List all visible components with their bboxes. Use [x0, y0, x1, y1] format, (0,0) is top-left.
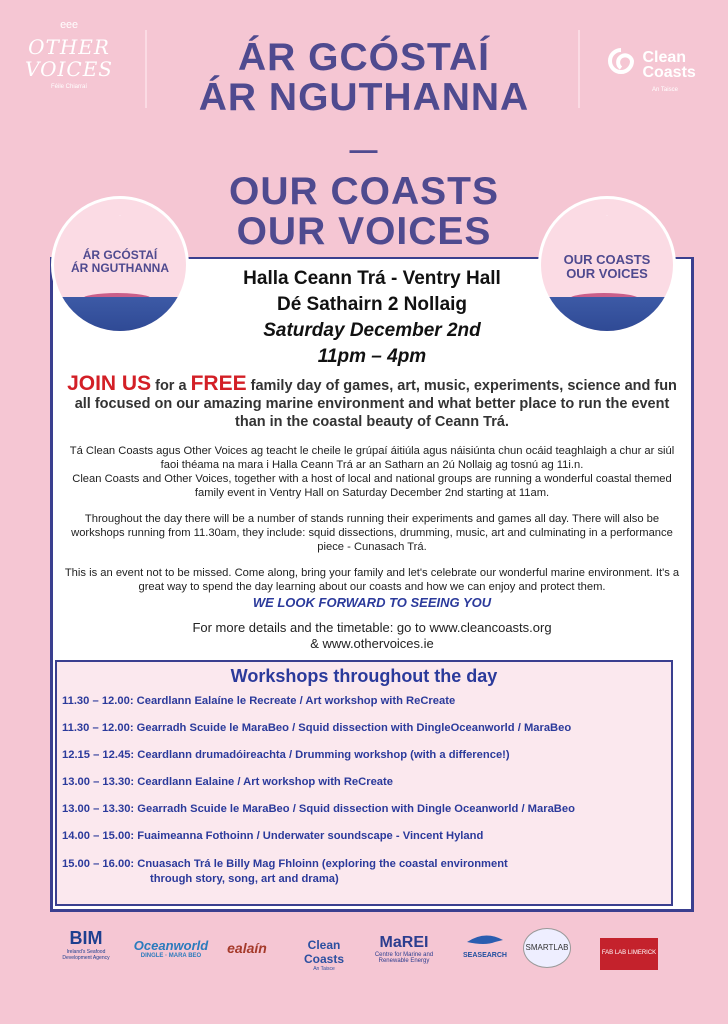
event-date-english: Saturday December 2nd: [263, 320, 481, 341]
smartlab-globe-icon: [523, 928, 571, 968]
seasearch-name: SEASEARCH: [463, 952, 507, 959]
ealain-logo: [218, 928, 276, 972]
event-date-irish: Dé Sathairn 2 Nollaig: [276, 294, 468, 315]
join-us-text: JOIN US: [67, 372, 152, 395]
badge-english-line1: OUR COASTS: [563, 252, 651, 267]
paragraph-irish: Tá Clean Coasts agus Other Voices ag teacht le cheile le grúpaí áitiúla agus náisiúnta chun ocáid teaghlaigh a chur ar siúl faoi théama na mara i Halla Ceann Trá ar an Satharn an 2ú Nollaig ag tosnú ag 11i.n.: [69, 445, 675, 471]
clean-coasts-sub: An Taisce: [652, 87, 678, 93]
free-text: FREE: [190, 372, 247, 395]
workshop-item: 12.15 – 12.45: Ceardlann drumadóireachta / Drumming workshop (with a difference!): [62, 749, 510, 761]
details-line1: For more details and the timetable: go to www.cleancoasts.org: [192, 620, 552, 635]
badge-irish-line2: ÁR NGUTHANNA: [71, 261, 169, 275]
title-english-line1: OUR COASTS: [228, 170, 499, 213]
marei-name: MaREI: [379, 934, 429, 951]
clean-coasts-sponsor-logo: [292, 928, 356, 972]
other-voices-small: Féile Chiarraí: [50, 84, 87, 90]
oceanworld-sub: DINGLE · MARA BEO: [140, 953, 202, 959]
clean-coasts-line1: Clean: [642, 48, 687, 66]
title-irish-line2: ÁR NGUTHANNA: [198, 76, 530, 119]
fablab-logo: [600, 938, 658, 970]
details-text: [64, 620, 680, 652]
clean-coasts-line2: Coasts: [642, 63, 696, 81]
workshop-item: 11.30 – 12.00: Gearradh Scuide le MaraBeo / Squid dissection with DingleOceanworld / MaraBeo: [62, 722, 572, 734]
event-time: 11pm – 4pm: [317, 346, 427, 367]
clean-coasts-sponsor-sub: An Taisce: [313, 966, 335, 972]
paragraph-day: Throughout the day there will be a number of stands running their experiments and games all day. There will also be workshops running from 11.30am, they include: squid dissections, drumming, music, art and culminating in a performance piece - Cunasach Trá.: [71, 513, 673, 553]
smartlab-logo: [520, 928, 574, 972]
title-dash: —: [349, 134, 379, 165]
bim-name: BIM: [69, 928, 103, 948]
badge-irish-line1: ÁR GCÓSTAÍ: [82, 248, 158, 262]
workshops-title: Workshops throughout the day: [230, 666, 498, 686]
badge-logos: ·: [606, 213, 608, 219]
other-voices-line1: OTHER: [28, 35, 110, 59]
workshop-item: [62, 857, 672, 887]
intro-text: [64, 372, 680, 431]
title-english-line2: OUR VOICES: [236, 210, 492, 253]
badge-english-line2: OUR VOICES: [566, 266, 648, 281]
details-line2: & www.othervoices.ie: [310, 636, 434, 651]
oceanworld-logo: [128, 928, 214, 972]
seasearch-logo: [456, 928, 514, 972]
clean-coasts-sponsor-name: Clean Coasts: [303, 938, 344, 966]
intro-for-a: for a: [151, 378, 191, 394]
bim-sub: Ireland's Seafood Development Agency: [62, 949, 110, 961]
badge-logos: ·: [119, 213, 121, 219]
workshop-item: 13.00 – 13.30: Ceardlann Ealaine / Art workshop with ReCreate: [62, 776, 393, 788]
smartlab-name: SMARTLAB: [525, 943, 569, 952]
workshop-item-continuation: through story, song, art and drama): [150, 873, 339, 885]
marei-logo: [364, 928, 444, 972]
intro-rest: family day of games, art, music, experiments, science and fun all focused on our amazing marine environment and what better place to run the event than in the coastal beauty of Ceann Trá.: [74, 378, 677, 430]
fablab-name: FAB LAB LIMERICK: [601, 950, 657, 956]
workshop-item-text: 15.00 – 16.00: Cnuasach Trá le Billy Mag Fhloinn (exploring the coastal environment: [62, 858, 508, 870]
shark-icon: [465, 928, 505, 950]
workshop-item: 11.30 – 12.00: Ceardlann Ealaíne le Recreate / Art workshop with ReCreate: [62, 695, 456, 707]
title-irish: [0, 35, 728, 119]
paragraph-not-to-miss: This is an event not to be missed. Come along, bring your family and let's celebrate our wonderful marine environment. It's a great way to spend the day learning about our coasts and how we can enjoy and protect them.: [64, 567, 680, 593]
other-voices-line2: VOICES: [25, 57, 113, 81]
paragraph-english: Clean Coasts and Other Voices, together with a host of local and national groups are running a wonderful coastal themed family event in Ventry Hall on Saturday December 2nd starting at 11am.: [72, 473, 672, 499]
look-forward-text: WE LOOK FORWARD TO SEEING YOU: [252, 595, 492, 610]
event-location: Halla Ceann Trá - Ventry Hall: [243, 268, 501, 289]
other-voices-eyes-icon: ᵉᵉᵉ: [60, 19, 78, 36]
workshop-item: 14.00 – 15.00: Fuaimeanna Fothoinn / Underwater soundscape - Vincent Hyland: [62, 830, 484, 842]
marei-sub: Centre for Marine and Renewable Energy: [374, 952, 434, 964]
oceanworld-name: Oceanworld: [133, 938, 209, 953]
bim-logo: [56, 928, 116, 972]
workshop-item: 13.00 – 13.30: Gearradh Scuide le MaraBeo / Squid dissection with Dingle Oceanworld / MaraBeo: [62, 803, 575, 815]
title-irish-line1: ÁR GCÓSTAÍ: [238, 36, 490, 79]
ealain-name: ealaín: [227, 940, 267, 956]
